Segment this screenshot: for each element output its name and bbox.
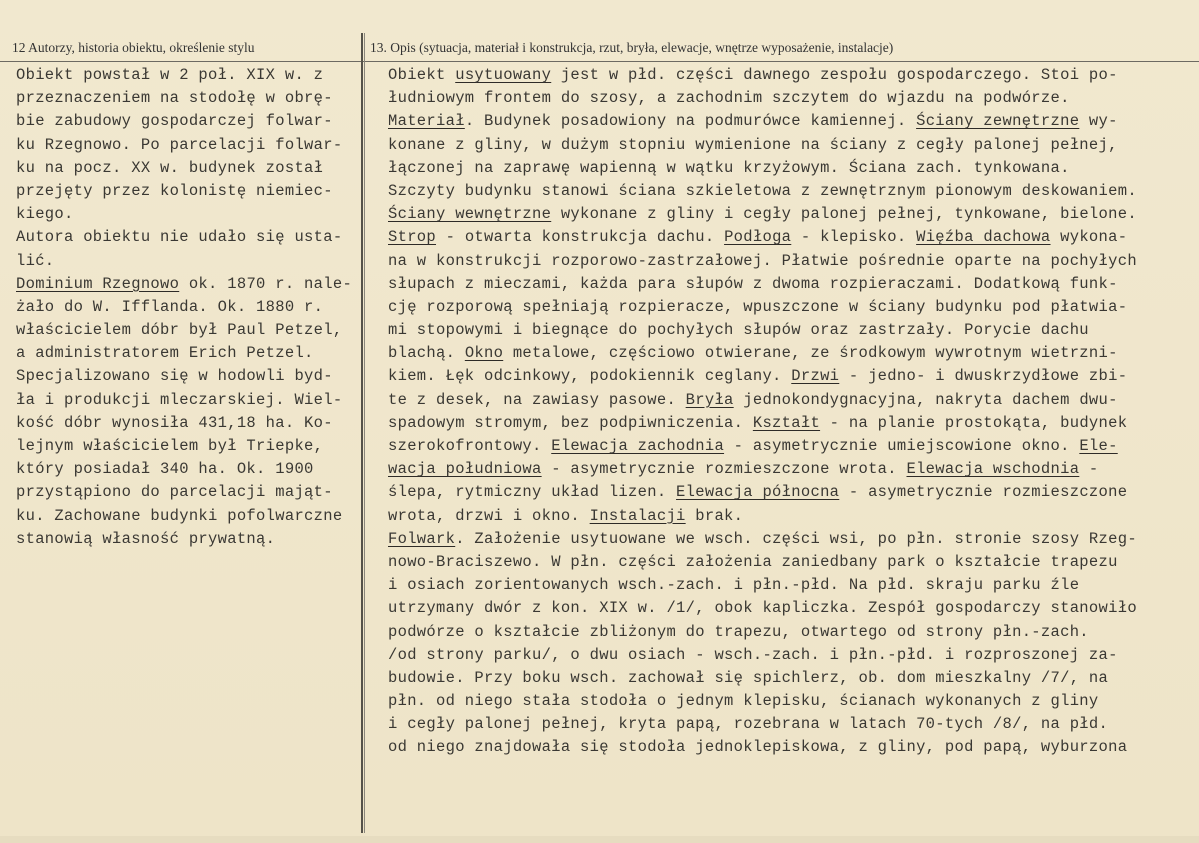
right-text-line: te z desek, na zawiasy pasowe. Bryła jednokondygnacyjna, nakryta dachem dwu- bbox=[388, 390, 1118, 409]
left-text-line: ku na pocz. XX w. budynek został bbox=[16, 158, 324, 177]
right-text-line: utrzymany dwór z kon. XIX w. /1/, obok kapliczka. Zespół gospodarczy stanowiło bbox=[388, 599, 1137, 618]
right-text-line: spadowym stromym, bez podpiwniczenia. Kształt - na planie prostokąta, budynek bbox=[388, 413, 1128, 432]
right-text-line: wrota, drzwi i okno. Instalacji brak. bbox=[388, 506, 744, 525]
right-text-line: budowie. Przy boku wsch. zachował się spichlerz, ob. dom mieszkalny /7/, na bbox=[388, 668, 1109, 687]
right-text-line: i cegły palonej pełnej, kryta papą, rozebrana w latach 70-tych /8/, na płd. bbox=[388, 715, 1109, 734]
right-text-line: podwórze o kształcie zbliżonym do trapezu, otwartego od strony płn.-zach. bbox=[388, 622, 1089, 641]
right-text-line: cję rozporową spełniają rozpieracze, wpuszczone w ściany budynku pod płatwia- bbox=[388, 297, 1128, 316]
authors-history-text bbox=[16, 64, 361, 551]
right-text-line: blachą. Okno metalowe, częściowo otwierane, ze środkowym wywrotnym wietrzni- bbox=[388, 344, 1118, 363]
right-text-line: konane z gliny, w dużym stopniu wymienione na ściany z cegły palonej pełnej, bbox=[388, 135, 1118, 154]
section-header-description: 13. Opis (sytuacja, materiał i konstrukcja, rzut, bryła, elewacje, wnętrze wyposażenie, instalacje) bbox=[370, 40, 894, 55]
left-text-line: Dominium Rzegnowo ok. 1870 r. nale- bbox=[16, 274, 353, 293]
left-text-line: a administratorem Erich Petzel. bbox=[16, 344, 314, 363]
right-text-line: łączonej na zaprawę wapienną w wątku krzyżowym. Ściana zach. tynkowana. bbox=[388, 158, 1070, 177]
left-text-line: kość dóbr wynosiła 431,18 ha. Ko- bbox=[16, 413, 333, 432]
left-text-line: żało do W. Ifflanda. Ok. 1880 r. bbox=[16, 297, 324, 316]
column-divider bbox=[361, 33, 363, 833]
right-text-line: na w konstrukcji rozporowo-zastrzałowej. Płatwie pośrednie oparte na pochyłych bbox=[388, 251, 1137, 270]
left-text-line: stanowią własność prywatną. bbox=[16, 529, 276, 548]
left-text-line: lejnym właścicielem był Triepke, bbox=[16, 437, 324, 455]
left-text-line: kiego. bbox=[16, 205, 74, 224]
right-text-line: płn. od niego stała stodoła o jednym klepisku, ścianach wykonanych z gliny bbox=[388, 692, 1099, 711]
right-text-line: Folwark. Założenie usytuowane we wsch. części wsi, po płn. stronie szosy Rzeg- bbox=[388, 529, 1137, 548]
left-text-line: przejęty przez kolonistę niemiec- bbox=[16, 181, 333, 200]
left-text-line: ła i produkcji mleczarskiej. Wiel- bbox=[16, 390, 343, 409]
description-text bbox=[388, 64, 1194, 760]
left-text-line: przeznaczeniem na stodołę w obrę- bbox=[16, 89, 333, 108]
left-text-line: który posiadał 340 ha. Ok. 1900 bbox=[16, 460, 314, 479]
right-text-line: Strop - otwarta konstrukcja dachu. Podłoga - klepisko. Więźba dachowa wykona- bbox=[388, 228, 1128, 247]
section-header-authors: 12 Autorzy, historia obiektu, określenie stylu bbox=[12, 40, 255, 55]
right-text-line: od niego znajdowała się stodoła jednoklepiskowa, z gliny, pod papą, wyburzona bbox=[388, 738, 1128, 757]
left-text-line: Obiekt powstał w 2 poł. XIX w. z bbox=[16, 66, 324, 84]
right-text-line: i osiach zorientowanych wsch.-zach. i płn.-płd. Na płd. skraju parku źle bbox=[388, 576, 1080, 595]
right-text-line: Materiał. Budynek posadowiony na podmurówce kamiennej. Ściany zewnętrzne wy- bbox=[388, 112, 1118, 131]
left-text-line: ku Rzegnowo. Po parcelacji folwar- bbox=[16, 135, 343, 154]
right-text-line: wacja południowa - asymetrycznie rozmieszczone wrota. Elewacja wschodnia - bbox=[388, 460, 1099, 479]
right-text-line: kiem. Łęk odcinkowy, podokiennik ceglany. Drzwi - jedno- i dwuskrzydłowe zbi- bbox=[388, 367, 1128, 386]
left-text-line: ku. Zachowane budynki pofolwarczne bbox=[16, 506, 343, 525]
right-text-line: ślepa, rytmiczny układ lizen. Elewacja północna - asymetrycznie rozmieszczone bbox=[388, 483, 1128, 502]
left-text-line: Specjalizowano się w hodowli byd- bbox=[16, 367, 333, 386]
right-text-line: Obiekt usytuowany jest w płd. części dawnego zespołu gospodarczego. Stoi po- bbox=[388, 66, 1118, 84]
right-text-line: łudniowym frontem do szosy, a zachodnim szczytem do wjazdu na podwórze. bbox=[388, 89, 1070, 108]
column-divider-shadow bbox=[364, 33, 365, 833]
left-text-line: przystąpiono do parcelacji mająt- bbox=[16, 483, 333, 502]
header-divider bbox=[0, 61, 1199, 62]
left-text-line: właścicielem dóbr był Paul Petzel, bbox=[16, 321, 343, 340]
right-text-line: /od strony parku/, o dwu osiach - wsch.-zach. i płn.-płd. i rozproszonej za- bbox=[388, 645, 1118, 664]
left-text-line: Autora obiektu nie udało się usta- bbox=[16, 228, 343, 247]
right-text-line: Ściany wewnętrzne wykonane z gliny i cegły palonej pełnej, tynkowane, bielone. bbox=[388, 205, 1137, 224]
right-text-line: mi stopowymi i biegnące do pochyłych słupów oraz zastrzały. Porycie dachu bbox=[388, 321, 1089, 340]
right-text-line: Szczyty budynku stanowi ściana szkieletowa z zewnętrznym pionowym deskowaniem. bbox=[388, 181, 1137, 200]
right-text-line: szerokofrontowy. Elewacja zachodnia - asymetrycznie umiejscowione okno. Ele- bbox=[388, 437, 1118, 455]
card-bottom-edge bbox=[0, 836, 1199, 843]
left-text-line: bie zabudowy gospodarczej folwar- bbox=[16, 112, 333, 131]
right-text-line: słupach z mieczami, każda para słupów z dwoma rozpieraczami. Dodatkową funk- bbox=[388, 274, 1118, 293]
right-text-line: nowo-Braciszewo. W płn. części założenia zaniedbany park o kształcie trapezu bbox=[388, 552, 1118, 571]
left-text-line: lić. bbox=[16, 251, 55, 270]
